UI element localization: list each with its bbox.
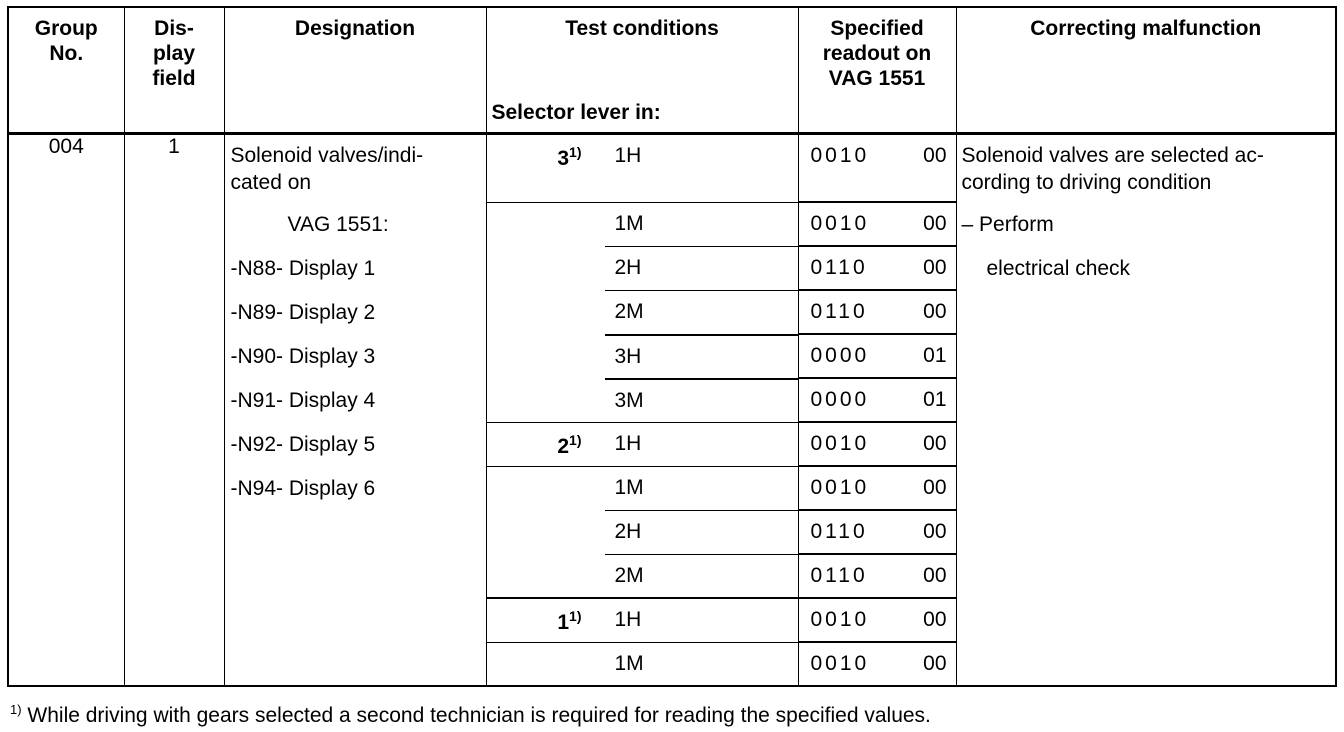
readout-digits: 0010	[810, 652, 870, 675]
test-condition-cell	[486, 642, 798, 686]
footnote-marker: 1)	[10, 702, 22, 717]
readout-cell	[798, 642, 956, 686]
sub-condition: 1M	[614, 475, 644, 499]
designation-line: -N92- Display 5	[230, 432, 376, 456]
designation-line: -N89- Display 2	[230, 300, 376, 324]
readout-digits: 0110	[810, 520, 868, 543]
sub-condition: 1H	[614, 431, 642, 455]
correcting-cell	[956, 133, 1336, 686]
readout-cell	[798, 554, 956, 598]
group-no-cell: 004	[8, 133, 124, 686]
readout-suffix: 00	[923, 476, 947, 499]
header-test-conditions: Test conditions Selector lever in:	[486, 7, 798, 133]
readout-digits: 0110	[810, 564, 868, 587]
readout-cell	[798, 290, 956, 334]
test-condition-cell	[486, 554, 798, 598]
readout-digits: 0010	[810, 608, 870, 631]
readout-suffix: 00	[923, 608, 947, 631]
footnote	[10, 702, 931, 728]
test-condition-cell	[486, 422, 798, 466]
readout-cell	[798, 378, 956, 422]
designation-line: -N91- Display 4	[230, 388, 376, 412]
correcting-line: – Perform	[961, 212, 1054, 236]
designation-cell	[224, 133, 486, 686]
designation-line: -N94- Display 6	[230, 476, 376, 500]
sub-condition: 1M	[614, 651, 644, 675]
readout-digits: 0010	[810, 432, 870, 455]
sub-condition: 2M	[614, 300, 644, 323]
readout-cell	[798, 466, 956, 510]
table-row	[8, 133, 1336, 202]
sub-condition: 3H	[614, 345, 642, 368]
header-correcting-malfunction: Correcting malfunction	[956, 7, 1336, 133]
test-condition-cell	[486, 246, 798, 290]
test-condition-cell	[486, 133, 798, 202]
header-specified-readout: Specified readout on VAG 1551	[798, 7, 956, 133]
readout-suffix: 00	[923, 212, 947, 235]
gear-label: 2$^{1)}$	[557, 431, 582, 458]
readout-suffix: 00	[923, 564, 947, 587]
readout-suffix: 00	[923, 300, 947, 323]
sub-condition: 2H	[614, 520, 642, 543]
sub-condition: 1H	[614, 608, 642, 631]
test-condition-cell	[486, 202, 798, 246]
test-condition-cell	[486, 598, 798, 642]
correcting-line: electrical check	[986, 256, 1131, 280]
gear-label: 3$^{1)}$	[557, 143, 582, 170]
readout-suffix: 00	[923, 652, 947, 675]
display-field-cell: 1	[124, 133, 224, 686]
readout-cell	[798, 246, 956, 290]
readout-cell	[798, 334, 956, 378]
specification-table	[7, 6, 1337, 687]
readout-cell	[798, 202, 956, 246]
designation-line: -N90- Display 3	[230, 344, 376, 368]
test-condition-cell	[486, 334, 798, 378]
header-designation: Designation	[224, 7, 486, 133]
sub-condition: 3M	[614, 389, 644, 412]
readout-digits: 0110	[810, 300, 868, 323]
readout-digits: 0010	[810, 212, 870, 235]
footnote-text: While driving with gears selected a second technician is required for reading the specified values.	[21, 704, 931, 727]
correcting-line: cording to driving condition	[961, 170, 1212, 194]
sub-condition: 1M	[614, 211, 644, 235]
readout-digits: 0010	[810, 143, 870, 167]
readout-suffix: 00	[923, 143, 947, 167]
test-condition-cell	[486, 378, 798, 422]
readout-cell	[798, 598, 956, 642]
test-condition-cell	[486, 466, 798, 510]
readout-cell	[798, 133, 956, 202]
sub-condition: 1H	[614, 143, 642, 167]
designation-line: VAG 1551:	[287, 212, 389, 236]
sub-condition: 2M	[614, 564, 644, 587]
readout-digits: 0110	[810, 256, 868, 279]
correcting-line: Solenoid valves are selected ac-	[961, 143, 1264, 167]
gear-label: 1$^{1)}$	[557, 608, 582, 634]
readout-suffix: 00	[923, 256, 947, 279]
sub-condition: 2H	[614, 256, 642, 279]
designation-line: cated on	[230, 170, 312, 194]
readout-suffix: 01	[923, 344, 947, 367]
readout-cell	[798, 422, 956, 466]
readout-digits: 0000	[810, 344, 870, 367]
readout-suffix: 00	[923, 520, 947, 543]
header-group-no: Group No.	[8, 7, 124, 133]
test-condition-cell	[486, 510, 798, 554]
test-condition-cell	[486, 290, 798, 334]
header-row	[8, 7, 1336, 133]
readout-suffix: 01	[923, 388, 947, 411]
readout-suffix: 00	[923, 432, 947, 455]
designation-line: Solenoid valves/indi-	[230, 143, 424, 167]
header-display-field: Dis- play field	[124, 7, 224, 133]
header-selector-lever: Selector lever in:	[491, 100, 661, 124]
readout-cell	[798, 510, 956, 554]
designation-line: -N88- Display 1	[230, 256, 376, 280]
readout-digits: 0010	[810, 476, 870, 499]
readout-digits: 0000	[810, 388, 870, 411]
